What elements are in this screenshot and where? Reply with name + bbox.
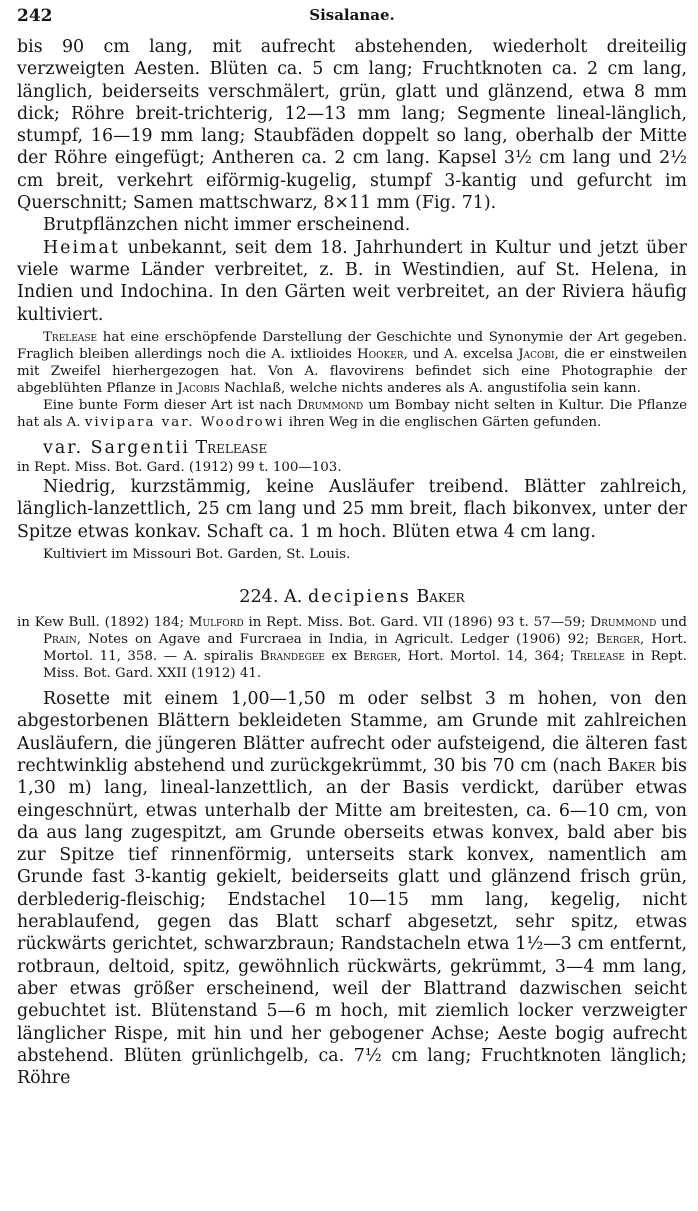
note-text: , die er einstweilen mit Zweifel hierhergezogen hat. Von A. flavovirens befindet sich eine Photographie der abgeblühten Pflanze in (17, 346, 687, 396)
species-heading (17, 587, 687, 607)
citation-text: in Kew Bull. (1892) 184; (17, 615, 189, 631)
author-name: Mulford (188, 615, 244, 631)
citation-text: in Rept. Miss. Bot. Gard. XXII (1912) 41. (43, 649, 688, 682)
heimat-label: Heimat (43, 237, 120, 258)
citation-text: , Notes on Agave and Furcraea in India, in Agricult. Ledger (1906) 92; (76, 632, 597, 648)
note-text: hat eine erschöpfende Darstellung der Geschichte und Synonymie der Art gegeben. Fraglich bleiben allerdings noch die A. ixtlioides (17, 329, 687, 362)
author-name: Berger (353, 649, 398, 665)
citation-text: und (656, 615, 688, 631)
author-name: Prain (43, 632, 77, 648)
author-name: Drummond (297, 397, 364, 413)
citation-text: in Rept. Miss. Bot. Gard. VII (1896) 93 t. 57—59; (243, 615, 591, 631)
description-text: bis 1,30 m) lang, lineal-lanzettlich, an der Basis verdickt, darüber etwas eingeschnürt, etwas unterhalb der Mitte am breitesten, ca. 6—10 cm, von da aus lang zugespitzt, am Grunde oberseits etwas konvex, bald aber bis zur Spitze tief rinnenförmig, unterseits stark konvex, namentlich am Grunde fast 3-kantig gekielt, beiderseits glatt und glänzend frisch grün, derblederig-fleischig; Endstachel 10—15 mm lang, kegelig, nicht herablaufend, gegen das Blatt scharf abgesetzt, sehr spitz, etwas rückwärts gerichtet, schwarzbraun; Randstacheln etwa 1½—3 cm entfernt, rotbraun, deltoid, spitz, gewöhnlich rückwärts, gekrümmt, 3—4 mm lang, aber etwas größer erscheinend, weil der Blattrand dazwischen seicht gebuchtet ist. Blütenstand 5—6 m hoch, mit ziemlich locker verzweigter länglicher Rispe, mit hin und her gebogener Achse; Aeste bogig aufrecht abstehend. Blüten grünlichgelb, ca. 7½ cm lang; Fruchtknoten länglich; Röhre (17, 755, 687, 1089)
citation-text: , Hort. Mortol. 14, 364; (397, 649, 571, 665)
author-name: Drummond (590, 615, 657, 631)
running-title: Sisalanae. (309, 6, 395, 24)
heimat-text: unbekannt, seit dem 18. Jahrhundert in Kultur und jetzt über viele warme Länder verbreitet, z. B. in Westindien, auf St. Helena, in Indien und Indochina. In den Gärten weit verbreitet, an der Riviera häufig kultiviert. (17, 237, 687, 325)
description-text: Rosette mit einem 1,00—1,50 m oder selbst 3 m hohen, von den abgestorbenen Blättern bekleideten Stamme, am Grunde mit zahlreichen Ausläufern, die jüngeren Blätter aufrecht oder aufsteigend, die älteren fast rechtwinklig abstehend und zurückgekrümmt, 30 bis 70 cm (nach (17, 689, 687, 776)
page-number: 242 (17, 6, 53, 26)
note-text: ihren Weg in die englischen Gärten gefunden. (284, 414, 602, 430)
page-header (17, 6, 687, 36)
species-number: 224. A. (239, 587, 308, 608)
species-name: decipiens (307, 587, 411, 608)
paragraph-heimat (17, 237, 687, 326)
note-bunte-form (17, 397, 687, 431)
variety-heading (17, 437, 687, 459)
author-name: Jacobi (518, 346, 555, 362)
note-text: Nachlaß, welche nichts anderes als A. angustifolia sein kann. (219, 380, 641, 396)
author-name: Jacobis (177, 380, 220, 396)
variety-name: var. Sargentii (43, 437, 190, 458)
author-name: Brandegee (259, 649, 325, 665)
citation-text: ex (324, 649, 354, 665)
variety-name: vivipara var. Woodrowi (84, 414, 285, 430)
variety-citation: in Rept. Miss. Bot. Gard. (1912) 99 t. 100—103. (17, 460, 342, 476)
author-name: Trelease (570, 649, 625, 665)
author-name: Berger (596, 632, 640, 648)
author-name: Trelease (195, 437, 268, 458)
paragraph-continuation: bis 90 cm lang, mit aufrecht abstehenden, wiederholt dreiteilig verzweigten Aesten. Blüten ca. 5 cm lang; Fruchtknoten ca. 2 cm lang, länglich, beiderseits verschmälert, grün, glatt und glänzend, etwa 8 mm dick; Röhre breit-trichterig, 12—13 mm lang; Segmente lineal-länglich, stumpf, 16—19 mm lang; Staubfäden doppelt so lang, oberhalb der Mitte der Röhre eingefügt; Antheren ca. 2 cm lang. Kapsel 3½ cm lang und 2½ cm breit, verkehrt eiförmig-kugelig, stumpf 3-kantig und gefurcht im Querschnitt; Samen mattschwarz, 8×11 mm (Fig. 71). (17, 37, 687, 214)
variety-cultivation: Kultiviert im Missouri Bot. Garden, St. Louis. (43, 547, 351, 563)
note-text: um Bombay nicht selten in Kultur. Die Pflanze hat als A. (17, 397, 687, 430)
author-name: Baker (416, 587, 465, 608)
note-trelease (17, 329, 687, 397)
species-description (17, 688, 687, 1089)
species-citations (17, 614, 687, 682)
note-text: Eine bunte Form dieser Art ist nach (43, 397, 298, 413)
citation-text: , Hort. Mortol. 11, 358. — A. spiralis (43, 632, 688, 665)
note-text: , und A. excelsa (403, 346, 519, 362)
book-page (17, 6, 687, 1089)
paragraph-brutpflaenzchen: Brutpflänzchen nicht immer erscheinend. (43, 215, 411, 236)
author-name: Hooker (357, 346, 404, 362)
author-name: Baker (607, 755, 656, 776)
variety-description: Niedrig, kurzstämmig, keine Ausläufer treibend. Blätter zahlreich, länglich-lanzettlich, 25 cm lang und 25 mm breit, flach bikonvex, unter der Spitze etwas konkav. Schaft ca. 1 m hoch. Blüten etwa 4 cm lang. (17, 477, 687, 542)
author-name: Trelease (43, 329, 98, 345)
